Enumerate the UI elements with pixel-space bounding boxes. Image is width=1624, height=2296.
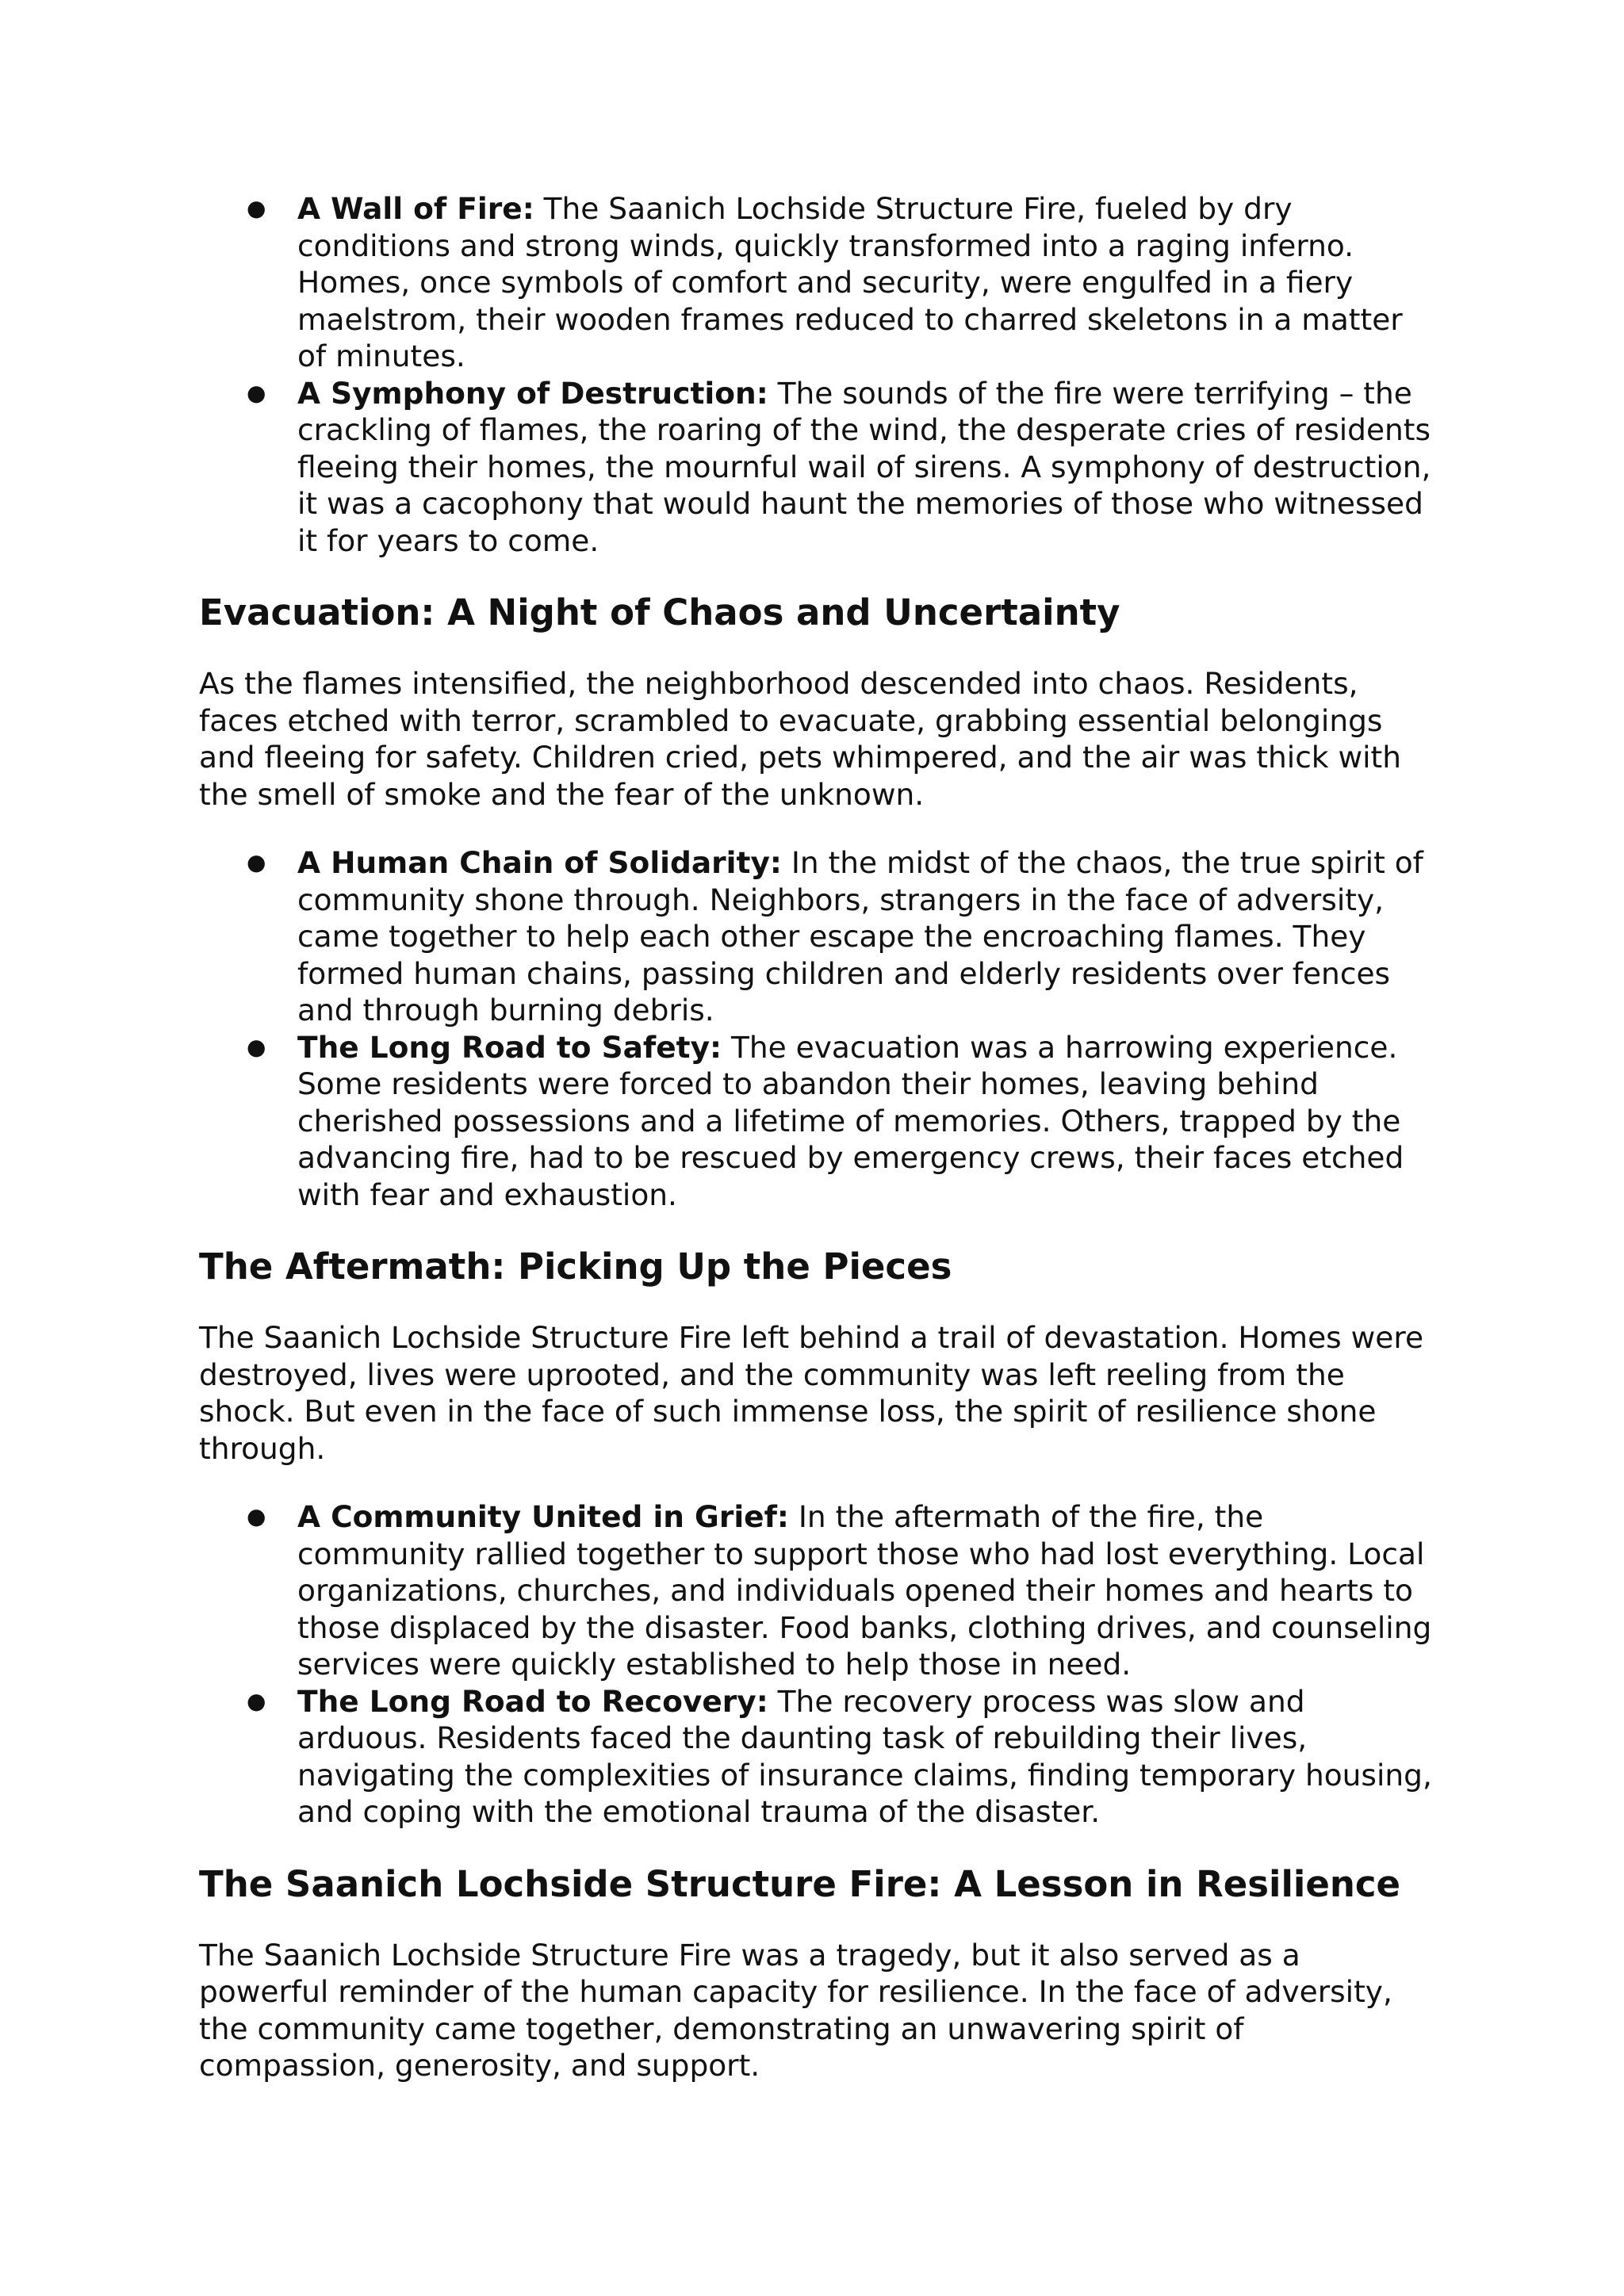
list-item [199,844,1436,1029]
bullet-text: In the midst of the chaos, the true spirit of community shone through. Neighbors, strangers in the face of adversity, came together to help each other escape the encroaching flames. They formed human chains, passing children and elderly residents over fences and through burning debris. [297,845,1423,1027]
intro-bullet-list [199,190,1436,559]
bullet-text: The recovery process was slow and arduous. Residents faced the daunting task of rebuilding their lives, navigating the complexities of insurance claims, finding temporary housing, and coping with the emotional trauma of the disaster. [297,1683,1432,1829]
bullet-term: A Human Chain of Solidarity: [297,845,782,880]
section-paragraph: As the flames intensified, the neighborhood descended into chaos. Residents, faces etched with terror, scrambled to evacuate, grabbing essential belongings and fleeing for safety. Children cried, pets whimpered, and the air was thick with the smell of smoke and the fear of the unknown. [199,666,1402,812]
list-item [199,375,1436,560]
list-item [199,1683,1436,1831]
bullet-icon: ● [247,1503,266,1529]
bullet-icon: ● [247,1033,266,1060]
section-paragraph: The Saanich Lochside Structure Fire left behind a trail of devastation. Homes were destroyed, lives were uprooted, and the community was left reeling from the shock. But even in the face of such immense loss, the spirit of resilience shone through. [199,1320,1424,1466]
bullet-icon: ● [247,849,266,875]
bullet-icon: ● [247,379,266,406]
document-page [199,190,1436,2084]
bullet-term: A Symphony of Destruction: [297,375,768,411]
section-heading-resilience: The Saanich Lochside Structure Fire: A Lesson in Resilience [199,1862,1401,1905]
bullet-icon: ● [247,195,266,221]
list-item [199,1029,1436,1214]
section-paragraph: The Saanich Lochside Structure Fire was a tragedy, but it also served as a powerful reminder of the human capacity for resilience. In the face of adversity, the community came together, demonstrating an unwavering spirit of compassion, generosity, and support. [199,1937,1392,2083]
bullet-text: The evacuation was a harrowing experience. Some residents were forced to abandon their homes, leaving behind cherished possessions and a lifetime of memories. Others, trapped by the advancing fire, had to be rescued by emergency crews, their faces etched with fear and exhaustion. [297,1029,1404,1212]
bullet-icon: ● [247,1687,266,1714]
bullet-text: In the aftermath of the fire, the community rallied together to support those who had lost everything. Local organizations, churches, and individuals opened their homes and hearts to those displaced by the disaster. Food banks, clothing drives, and counseling services were quickly established to help those in need. [297,1499,1432,1682]
list-item [199,1498,1436,1683]
bullet-term: A Community United in Grief: [297,1499,789,1534]
bullet-term: The Long Road to Recovery: [297,1683,768,1719]
section-bullet-list [199,1498,1436,1831]
bullet-text: The sounds of the fire were terrifying – the crackling of flames, the roaring of the wind, the desperate cries of residents fleeing their homes, the mournful wail of sirens. A symphony of destruction, it was a cacophony that would haunt the memories of those who witnessed it for years to come. [297,375,1431,558]
section-bullet-list [199,844,1436,1213]
section-heading-evacuation: Evacuation: A Night of Chaos and Uncertainty [199,591,1120,633]
bullet-term: A Wall of Fire: [297,191,534,226]
list-item [199,190,1436,375]
bullet-term: The Long Road to Safety: [297,1029,722,1065]
bullet-text: The Saanich Lochside Structure Fire, fueled by dry conditions and strong winds, quickly transformed into a raging inferno. Homes, once symbols of comfort and security, were engulfed in a fiery maelstrom, their wooden frames reduced to charred skeletons in a matter of minutes. [297,191,1403,373]
section-heading-aftermath: The Aftermath: Picking Up the Pieces [199,1246,952,1288]
